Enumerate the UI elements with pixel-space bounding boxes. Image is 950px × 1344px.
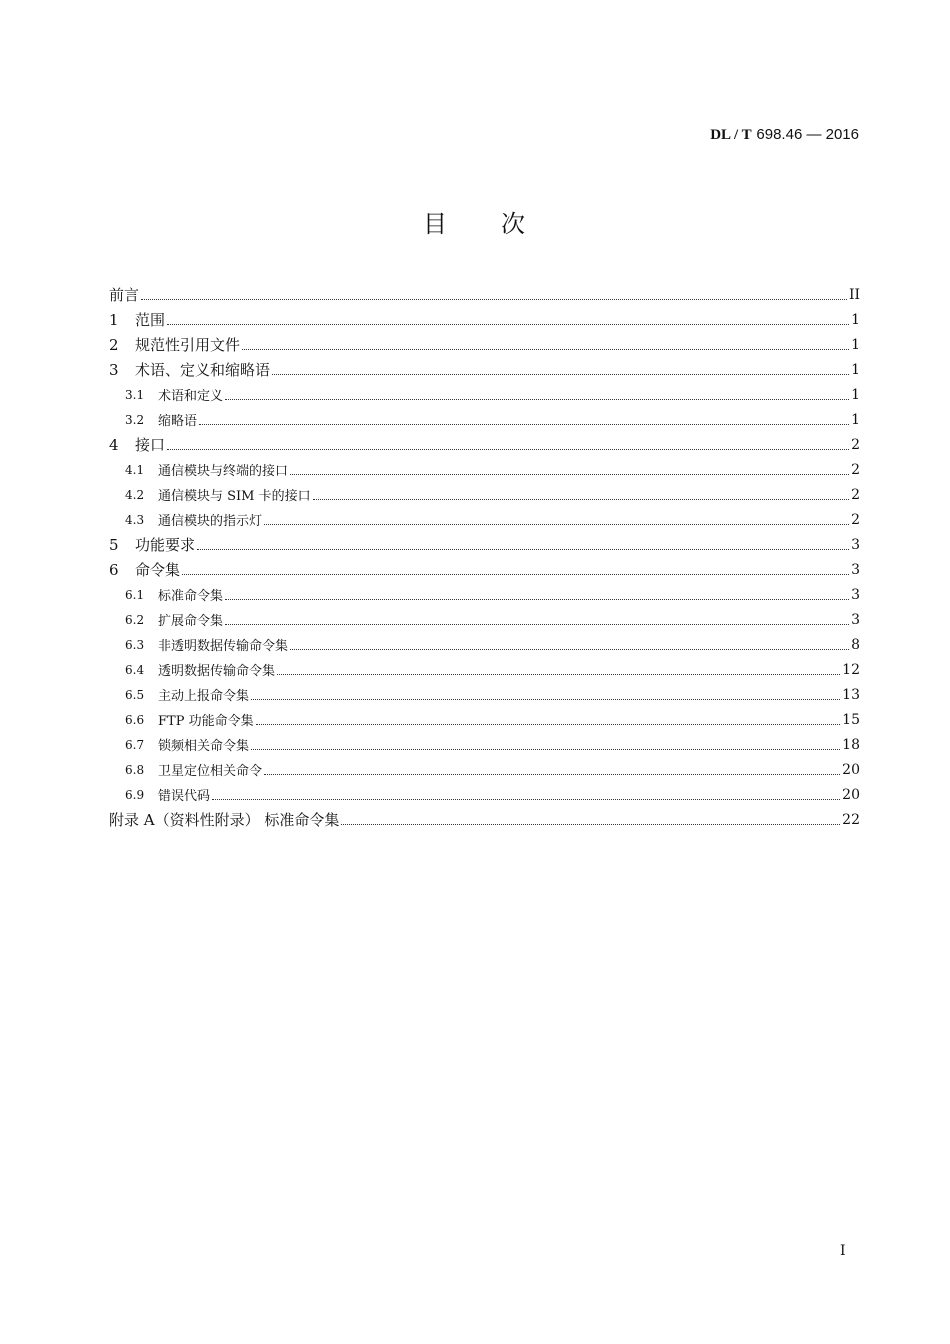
toc-entry[interactable] — [109, 282, 860, 307]
toc-dot-leader — [290, 474, 849, 475]
document-code-prefix: DL / T — [710, 127, 752, 143]
page-number: I — [840, 1243, 846, 1259]
toc-entry-page: 1 — [851, 386, 860, 403]
toc-entry-number: 6.3 — [125, 637, 145, 652]
toc-entry-heading — [109, 534, 195, 555]
toc-entry-label: 通信模块的指示灯 — [158, 514, 263, 529]
toc-entry-heading — [125, 660, 275, 679]
toc-entry[interactable] — [109, 682, 860, 707]
toc-entry-page: 18 — [842, 736, 860, 753]
toc-entry-page: 1 — [851, 411, 860, 428]
toc-entry-label: 错误代码 — [158, 789, 211, 804]
toc-entry-label: 附录 A（资料性附录） 标准命令集 — [109, 811, 340, 829]
toc-entry-number: 6 — [109, 560, 119, 579]
toc-entry-heading — [109, 359, 270, 380]
toc-entry-label: 接口 — [135, 436, 166, 454]
toc-entry-label: 范围 — [135, 311, 166, 329]
toc-entry-label: 前言 — [109, 286, 140, 304]
toc-entry-heading — [109, 434, 165, 455]
toc-entry-page: 3 — [851, 586, 860, 603]
toc-entry-number: 6.5 — [125, 687, 145, 702]
toc-entry-label: 透明数据传输命令集 — [158, 664, 276, 679]
toc-entry-page: 2 — [851, 461, 860, 478]
toc-dot-leader — [264, 774, 840, 775]
toc-entry-number: 4.3 — [125, 512, 145, 527]
toc-entry[interactable] — [109, 807, 860, 832]
toc-entry[interactable] — [109, 732, 860, 757]
toc-entry[interactable] — [109, 607, 860, 632]
toc-entry-number: 3.2 — [125, 412, 145, 427]
toc-entry[interactable] — [109, 782, 860, 807]
toc-dot-leader — [199, 424, 849, 425]
toc-entry[interactable] — [109, 707, 860, 732]
toc-entry-number: 6.2 — [125, 612, 145, 627]
toc-dot-leader — [242, 349, 849, 350]
toc-dot-leader — [256, 724, 841, 725]
toc-entry-label: 扩展命令集 — [158, 614, 224, 629]
toc-dot-leader — [264, 524, 849, 525]
toc-entry-page: 20 — [842, 786, 860, 803]
toc-entry-label: 术语、定义和缩略语 — [135, 361, 271, 379]
toc-dot-leader — [225, 599, 849, 600]
toc-entry[interactable] — [109, 582, 860, 607]
toc-entry-heading — [125, 410, 197, 429]
toc-entry-heading — [109, 284, 139, 305]
toc-dot-leader — [141, 299, 847, 300]
toc-dot-leader — [313, 499, 849, 500]
toc-entry-label: FTP 功能命令集 — [158, 714, 254, 729]
toc-dot-leader — [272, 374, 849, 375]
toc-entry-page: 1 — [851, 361, 860, 378]
toc-entry-page: 1 — [851, 311, 860, 328]
toc-entry-page: 3 — [851, 561, 860, 578]
toc-entry-label: 命令集 — [135, 561, 181, 579]
toc-entry[interactable] — [109, 632, 860, 657]
toc-entry-page: 15 — [842, 711, 860, 728]
toc-dot-leader — [167, 449, 849, 450]
toc-entry-label: 规范性引用文件 — [135, 336, 241, 354]
toc-entry[interactable] — [109, 507, 860, 532]
page-title — [0, 204, 950, 239]
toc-entry-page: 2 — [851, 486, 860, 503]
toc-entry-number: 4 — [109, 435, 119, 454]
toc-entry-number: 1 — [109, 310, 119, 329]
toc-entry-number: 6.6 — [125, 712, 145, 727]
toc-entry-page: 13 — [842, 686, 860, 703]
toc-entry-page: 8 — [851, 636, 860, 653]
toc-entry-number: 6.4 — [125, 662, 145, 677]
toc-entry[interactable] — [109, 482, 860, 507]
toc-entry-heading — [125, 685, 249, 704]
toc-entry[interactable] — [109, 407, 860, 432]
toc-entry[interactable] — [109, 307, 860, 332]
toc-entry-heading — [125, 585, 223, 604]
toc-entry-heading — [109, 334, 240, 355]
toc-entry[interactable] — [109, 657, 860, 682]
toc-entry-label: 通信模块与终端的接口 — [158, 464, 289, 479]
toc-entry-heading — [125, 785, 210, 804]
toc-entry-page: 3 — [851, 536, 860, 553]
toc-entry-heading — [125, 635, 288, 654]
toc-entry-number: 6.1 — [125, 587, 145, 602]
toc-entry-heading — [109, 559, 180, 580]
toc-entry[interactable] — [109, 557, 860, 582]
toc-dot-leader — [167, 324, 849, 325]
toc-entry-heading — [125, 710, 254, 729]
toc-entry-page: 1 — [851, 336, 860, 353]
toc-entry-label: 卫星定位相关命令 — [158, 764, 263, 779]
toc-entry-number: 6.9 — [125, 787, 145, 802]
toc-entry-number: 4.1 — [125, 462, 145, 477]
toc-entry[interactable] — [109, 757, 860, 782]
toc-entry-heading — [125, 385, 223, 404]
toc-entry-label: 主动上报命令集 — [158, 689, 250, 704]
toc-entry-number: 3.1 — [125, 387, 145, 402]
toc-dot-leader — [251, 749, 840, 750]
toc-entry[interactable] — [109, 432, 860, 457]
toc-dot-leader — [277, 674, 840, 675]
toc-entry-label: 功能要求 — [135, 536, 196, 554]
toc-entry-label: 非透明数据传输命令集 — [158, 639, 289, 654]
toc-entry-label: 术语和定义 — [158, 389, 224, 404]
toc-entry-heading — [125, 760, 262, 779]
toc-entry-number: 4.2 — [125, 487, 145, 502]
toc-entry-heading — [125, 510, 262, 529]
toc-dot-leader — [212, 799, 840, 800]
toc-entry-heading — [125, 735, 249, 754]
toc-entry-heading — [109, 309, 165, 330]
toc-entry-page: 2 — [851, 511, 860, 528]
toc-entry-number: 6.8 — [125, 762, 145, 777]
toc-entry-heading — [109, 809, 339, 830]
page-title-char-1: 目 — [423, 210, 449, 238]
toc-entry-label: 缩略语 — [158, 414, 198, 429]
toc-entry-page: 3 — [851, 611, 860, 628]
toc-dot-leader — [251, 699, 840, 700]
toc-dot-leader — [182, 574, 849, 575]
toc-entry-heading — [125, 485, 311, 504]
toc-entry-number: 5 — [109, 535, 119, 554]
toc-entry-label: 通信模块与 SIM 卡的接口 — [158, 489, 311, 504]
toc-entry-label: 标准命令集 — [158, 589, 224, 604]
toc-entry-heading — [125, 610, 223, 629]
toc-entry-page: 2 — [851, 436, 860, 453]
toc-entry[interactable] — [109, 332, 860, 357]
toc-entry-label: 锁频相关命令集 — [158, 739, 250, 754]
toc-entry[interactable] — [109, 357, 860, 382]
toc-entry-page: 12 — [842, 661, 860, 678]
toc-entry[interactable] — [109, 532, 860, 557]
toc-entry-number: 3 — [109, 360, 119, 379]
toc-dot-leader — [290, 649, 849, 650]
toc-entry-number: 2 — [109, 335, 119, 354]
toc-entry-page: 20 — [842, 761, 860, 778]
toc-dot-leader — [225, 399, 849, 400]
document-code-number: 698.46 — 2016 — [756, 126, 859, 143]
toc-entry-page: 22 — [842, 811, 860, 828]
toc-entry-page: II — [848, 286, 860, 303]
toc-entry[interactable] — [109, 382, 860, 407]
toc-entry[interactable] — [109, 457, 860, 482]
toc-entry-number: 6.7 — [125, 737, 145, 752]
toc-dot-leader — [225, 624, 849, 625]
toc-dot-leader — [197, 549, 849, 550]
page-title-char-2: 次 — [501, 210, 527, 238]
toc-dot-leader — [341, 824, 840, 825]
document-code — [710, 125, 859, 144]
toc-entry-heading — [125, 460, 288, 479]
table-of-contents — [109, 282, 860, 832]
